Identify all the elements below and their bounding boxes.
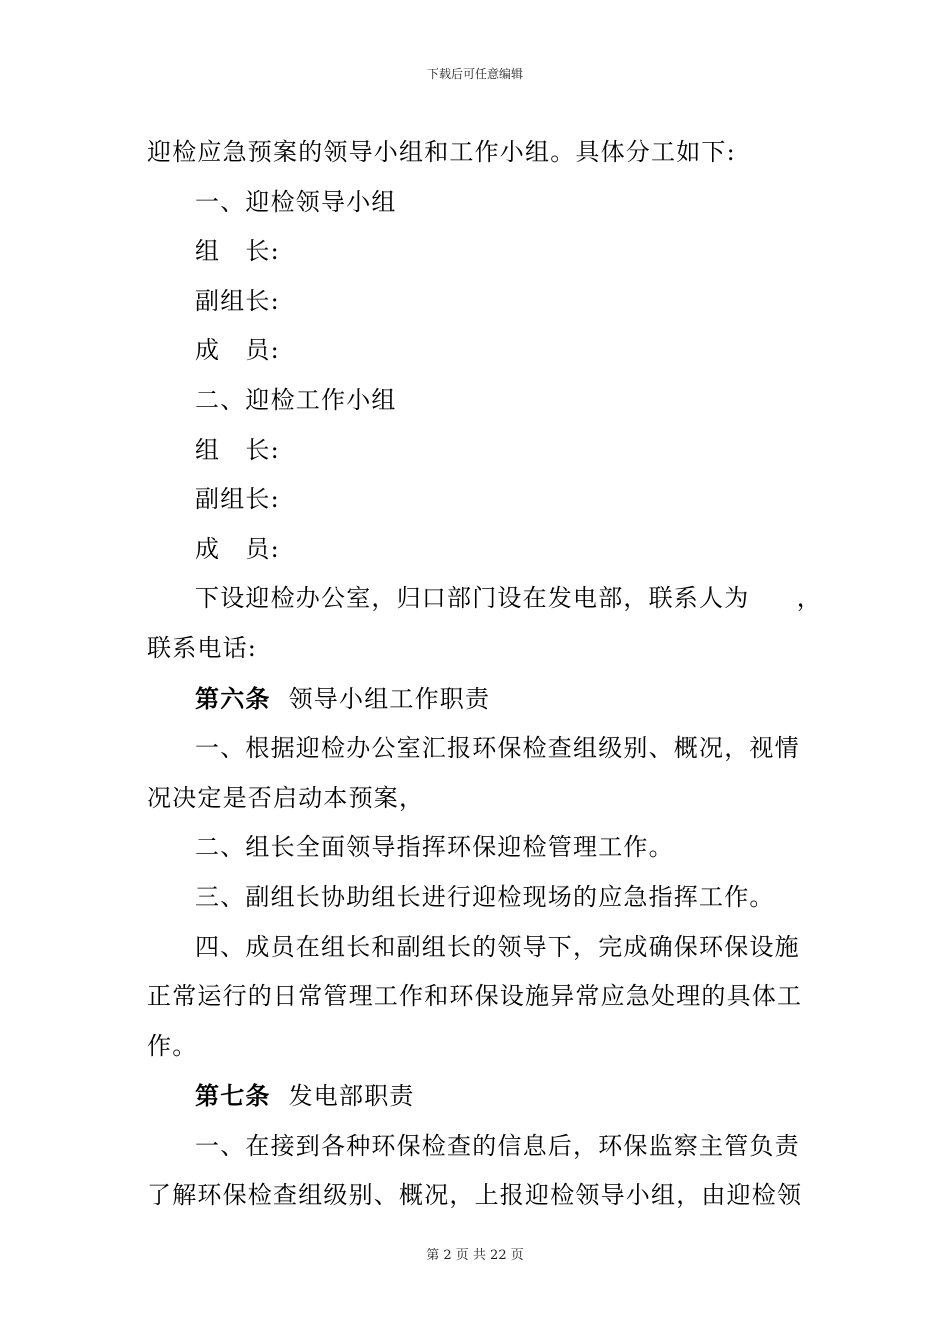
- role-label: 副组长:: [195, 485, 280, 514]
- paragraph-line: 迎检应急预案的领导小组和工作小组。具体分工如下:: [147, 138, 736, 166]
- paragraph-line: 况决定是否启动本预案，: [147, 783, 425, 812]
- section-heading: 二、迎检工作小组: [195, 385, 397, 414]
- role-label: 成 员:: [195, 336, 280, 365]
- role-label: 组 长:: [195, 237, 280, 266]
- contact-comma: ，: [796, 584, 822, 613]
- paragraph-line: 了解环保检查组级别、概况，上报迎检领导小组，由迎检领: [147, 1181, 803, 1210]
- article-heading: [147, 674, 822, 725]
- paragraph-line: [147, 574, 822, 624]
- paragraph-line: 一、根据迎检办公室汇报环保检查组级别、概况，视情: [195, 734, 800, 763]
- section-heading: 一、迎检领导小组: [195, 187, 397, 216]
- paragraph-line: 正常运行的日常管理工作和环保设施异常应急处理的具体工: [147, 982, 803, 1011]
- document-body: [147, 128, 822, 1221]
- article-number: 第六条: [195, 683, 271, 713]
- paragraph-line: 一、在接到各种环保检查的信息后，环保监察主管负责: [195, 1131, 800, 1160]
- page-header: 下载后可任意编辑: [426, 67, 523, 81]
- article-title: 发电部职责: [288, 1082, 415, 1111]
- contact-text: 下设迎检办公室，归口部门设在发电部，联系人为: [195, 584, 750, 613]
- role-label: 副组长:: [195, 286, 280, 315]
- paragraph-line: 联系电话:: [147, 633, 258, 662]
- paragraph-line: 作。: [147, 1031, 198, 1060]
- page-footer: 第 2 页 共 22 页: [426, 1248, 524, 1263]
- article-number: 第七条: [195, 1081, 271, 1111]
- paragraph-line: 二、组长全面领导指挥环保迎检管理工作。: [195, 833, 674, 862]
- role-label: 组 长:: [195, 435, 280, 464]
- article-title: 领导小组工作职责: [288, 684, 491, 713]
- paragraph-line: 四、成员在组长和副组长的领导下，完成确保环保设施: [195, 932, 800, 961]
- article-heading: [147, 1071, 822, 1122]
- paragraph-line: 三、副组长协助组长进行迎检现场的应急指挥工作。: [195, 882, 775, 911]
- role-label: 成 员:: [195, 534, 280, 563]
